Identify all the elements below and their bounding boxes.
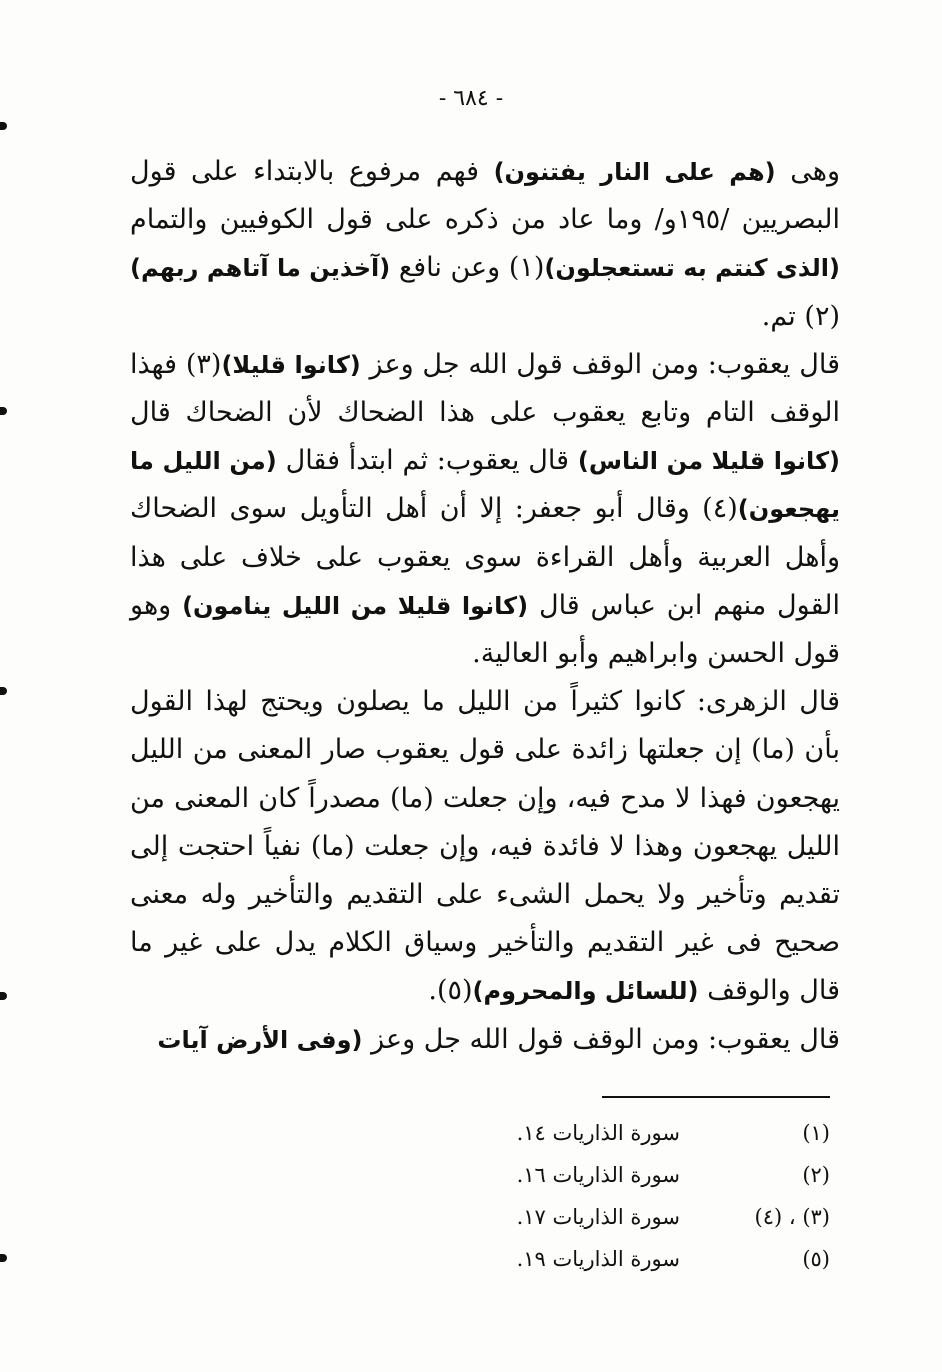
quran-quote: (كانوا قليلا من الليل ينامون) xyxy=(182,591,529,620)
footnote-number: (١) xyxy=(802,1121,830,1145)
text-run: (٣) فهذا الوقف التام وتابع يعقوب على هذا الضحاك لأن الضحاك قال xyxy=(130,348,840,429)
paragraph xyxy=(130,341,840,678)
text-run: (٤) وقال أبو جعفر: إلا أن أهل التأويل سوى الضحاك وأهل العربية وأهل القراءة سوى يعقوب على خلاف على هذا القول منهم ابن عباس قال xyxy=(130,493,841,621)
quran-quote: (الذى كنتم به تستعجلون) xyxy=(544,254,840,283)
quran-quote: (كانوا قليلا من الناس) xyxy=(577,447,840,476)
text-run: قال الزهرى: كانوا كثيراً من الليل ما يصلون ويحتج لهذا القول بأن (ما) إن جعلتها زائدة على قول يعقوب صار المعنى من الليل يهجعون فهذا لا مدح فيه، وإن جعلت (ما) مصدراً كان المعنى من الليل يهجعون وهذا لا فائدة فيه، وإن جعلت (ما) نفياً احتجت إلى تقديم وتأخير ولا يحمل الشىء على التقديم والتأخير وله معنى صحيح فى غير التقديم والتأخير وسياق الكلام يدل على غير ما قال والوقف xyxy=(130,686,840,1007)
quran-quote: (وفى الأرض آيات xyxy=(157,1025,363,1054)
footnote xyxy=(470,1154,830,1196)
footnote-text: سورة الذاريات ١٦. xyxy=(516,1163,680,1187)
footnote-text: سورة الذاريات ١٤. xyxy=(516,1121,680,1145)
footnote-divider xyxy=(602,1096,830,1098)
text-run: قال يعقوب: ثم ابتدأ فقال xyxy=(276,445,578,477)
paragraph xyxy=(130,678,840,1015)
footnote-number: (٥) xyxy=(802,1247,830,1271)
text-run: (٢) تم. xyxy=(761,300,840,332)
page-number: - ٦٨٤ - xyxy=(438,86,504,111)
text-run: وهى xyxy=(775,156,840,187)
scan-edge-mark xyxy=(0,122,7,130)
paragraph xyxy=(130,1016,840,1064)
quran-quote: (للسائل والمحروم) xyxy=(472,977,699,1006)
scan-edge-mark xyxy=(0,992,7,1000)
text-run: (١) وعن نافع xyxy=(390,252,545,284)
paragraph xyxy=(130,148,840,341)
text-run: قال يعقوب: ومن الوقف قول الله جل وعز xyxy=(360,348,840,380)
scan-edge-mark xyxy=(0,1254,7,1262)
quran-quote: (آخذين ما آتاهم ربهم) xyxy=(130,254,391,283)
quran-quote: (كانوا قليلا) xyxy=(221,350,361,379)
quran-quote: (هم على النار يفتنون) xyxy=(493,158,776,186)
text-run: وهو قول الحسن وابراهيم وأبو العالية. xyxy=(130,589,840,670)
footnote xyxy=(470,1238,830,1280)
footnote-number: (٣) ، (٤) xyxy=(754,1205,830,1229)
footnote-number: (٢) xyxy=(802,1163,830,1187)
main-text xyxy=(130,148,840,1064)
footnote-text: سورة الذاريات ١٩. xyxy=(516,1247,680,1271)
footnote xyxy=(470,1112,830,1154)
quran-quote: (من الليل ما يهجعون) xyxy=(130,447,840,524)
footnote-text: سورة الذاريات ١٧. xyxy=(516,1205,680,1229)
text-run: (٥). xyxy=(428,975,473,1007)
footnotes xyxy=(470,1112,830,1280)
footnote xyxy=(470,1196,830,1238)
text-run: قال يعقوب: ومن الوقف قول الله جل وعز xyxy=(362,1023,840,1055)
scan-edge-mark xyxy=(0,407,7,415)
scan-edge-mark xyxy=(0,687,7,695)
text-run: فهم مرفوع بالابتداء على قول البصريين /١٩٥و/ وما عاد من ذكره على قول الكوفيين والتمام xyxy=(130,156,840,236)
